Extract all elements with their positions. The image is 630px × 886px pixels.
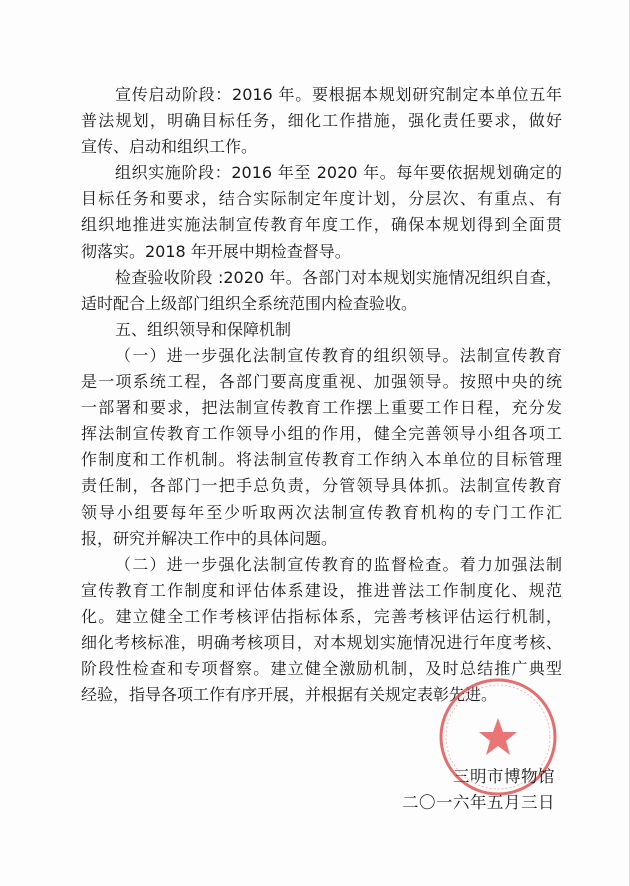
seal-star-icon: [479, 718, 517, 755]
text-line: 报，研究并解决工作中的具体问题。: [81, 528, 338, 548]
text-line: 目标任务和要求，结合实际制定年度计划，分层次、有重点、有: [81, 189, 562, 209]
text-line: 阶段性检查和专项督察。建立健全激励机制，及时总结推广典型: [81, 659, 562, 679]
signature-organization: 三明市博物馆: [453, 767, 555, 786]
text-line: 作制度和工作机制。将法制宣传教育工作纳入本单位的目标管理: [81, 450, 562, 470]
text-line: 宣传启动阶段：2016 年。要根据本规划研究制定本单位五年: [115, 85, 562, 104]
text-line: 组织地推进实施法制宣传教育年度工作，确保本规划得到全面贯: [81, 215, 562, 235]
text-line: 组织实施阶段：2016 年至 2020 年。每年要依据规划确定的: [115, 163, 562, 183]
text-line: （二）进一步强化法制宣传教育的监督检查。着力加强法制: [115, 554, 562, 574]
text-line: 责任制，各部门一把手总负责，分管领导具体抓。法制宣传教育: [81, 476, 562, 496]
text-line: 细化考核标准，明确考核项目，对本规划实施情况进行年度考核、: [81, 632, 562, 652]
text-line: 经验，指导各项工作有序开展，并根据有关规定表彰先进。: [81, 685, 498, 705]
document-body: [81, 82, 562, 708]
text-line: 普法规划，明确目标任务，细化工作措施，强化责任要求，做好: [81, 111, 562, 131]
text-line: 五、组织领导和保障机制: [115, 319, 292, 339]
text-line: 挥法制宣传教育工作领导小组的作用，健全完善领导小组各项工: [81, 424, 562, 444]
text-line: 领导小组要每年至少听取两次法制宣传教育机构的专门工作汇: [81, 502, 562, 522]
text-line: 适时配合上级部门组织全系统范围内检查验收。: [81, 293, 418, 313]
text-line: 宣传、启动和组织工作。: [81, 137, 258, 157]
signature-date: 二〇一六年五月三日: [402, 793, 555, 812]
text-line: 化。建立健全工作考核评估指标体系，完善考核评估运行机制，: [81, 606, 562, 626]
text-line: 宣传教育工作制度和评估体系建设，推进普法工作制度化、规范: [81, 580, 562, 600]
text-line: （一）进一步强化法制宣传教育的组织领导。法制宣传教育: [115, 345, 562, 365]
text-line: 检查验收阶段 :2020 年。各部门对本规划实施情况组织自查，: [115, 267, 562, 287]
text-line: 是一项系统工程，各部门要高度重视、加强领导。按照中央的统: [81, 372, 562, 392]
text-line: 彻落实。2018 年开展中期检查督导。: [81, 241, 351, 261]
text-line: 一部署和要求，把法制宣传教育工作摆上重要工作日程，充分发: [81, 398, 562, 418]
